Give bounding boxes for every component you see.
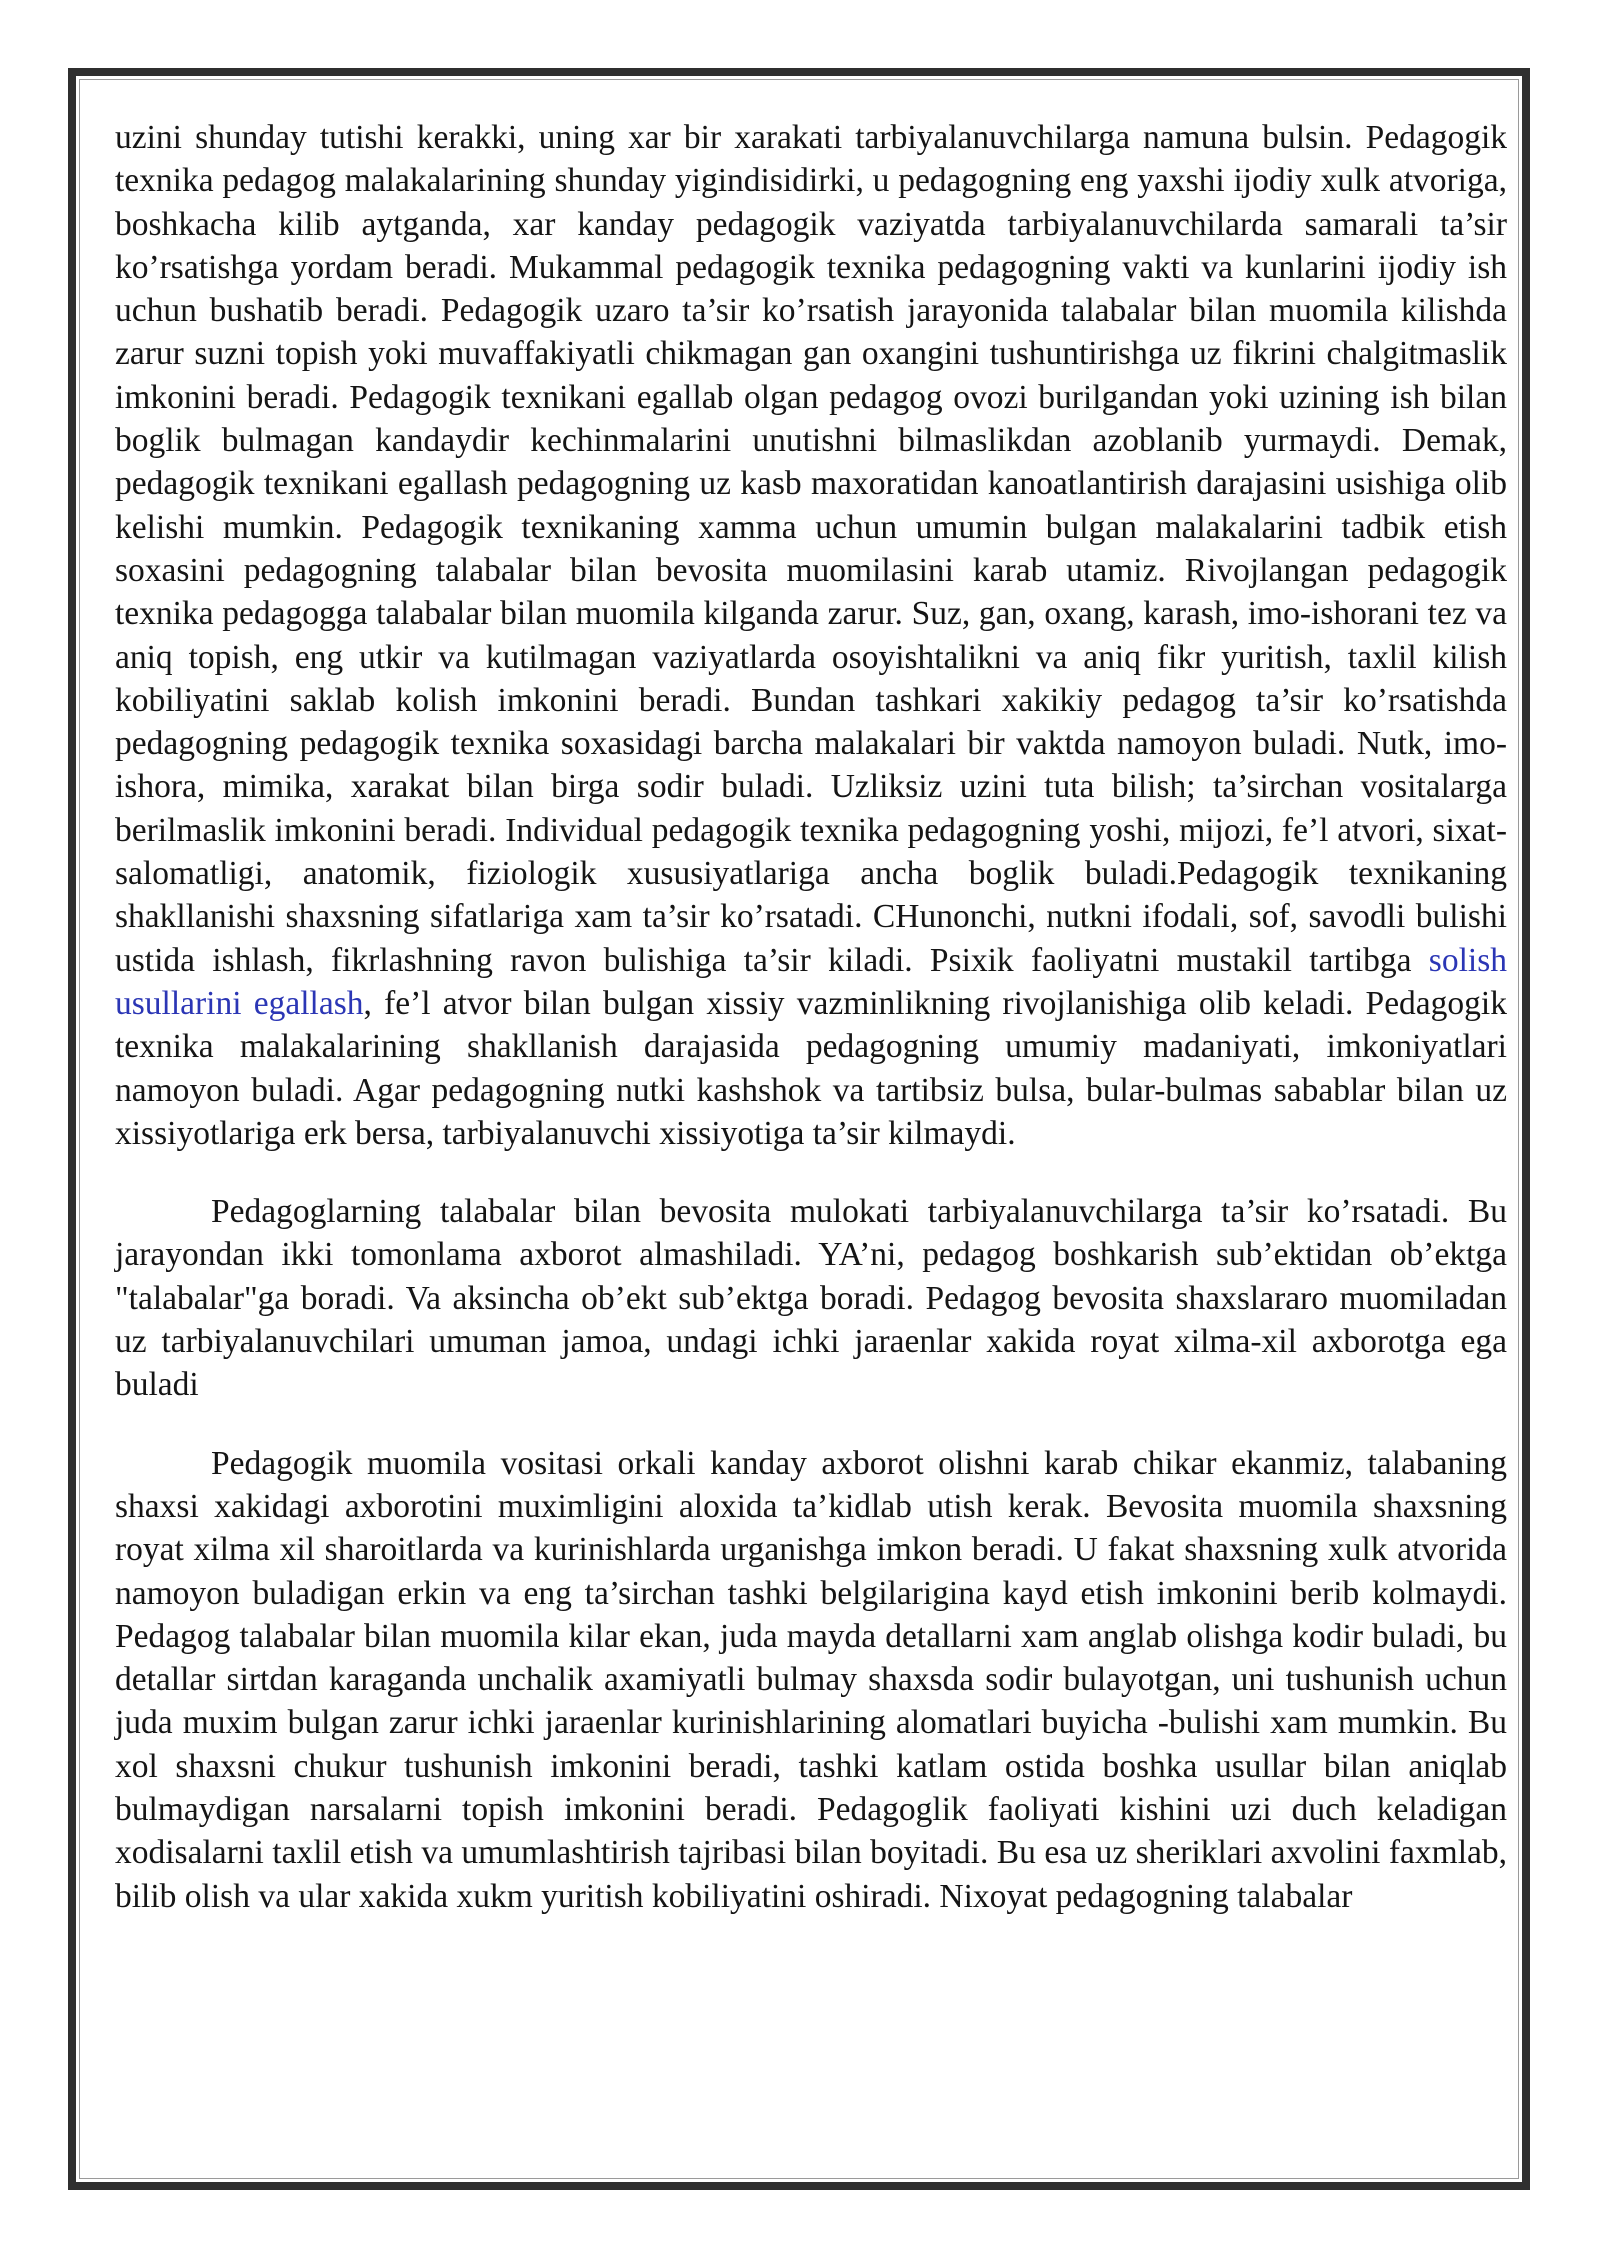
paragraph-1-text-before-link: uzini shunday tutishi kerakki, uning xar bir xarakati tarbiyalanuvchilarga namuna bulsin. Pedagogik texnika pedagog malakalarining shunday yigindisidirki, u pedagogning eng yaxshi ijodiy xulk atvoriga, boshkacha kilib aytganda, xar kanday pedagogik vaziyatda tarbiyalanuvchilarda samarali ta’sir ko’rsatishga yordam beradi. Mukammal pedagogik texnika pedagogning vakti va kunlarini ijodiy ish uchun bushatib beradi. Pedagogik uzaro ta’sir ko’rsatish jarayonida talabalar bilan muomila kilishda zarur suzni topish yoki muvaffakiyatli chikmagan gan oxangini tushuntirishga uz fikrini chalgitmaslik imkonini beradi. Pedagogik texnikani egallab olgan pedagog ovozi burilgandan yoki uzining ish bilan boglik bulmagan kandaydir kechinmalarini unutishni bilmaslikdan azoblanib yurmaydi. Demak, pedagogik texnikani egallash pedagogning uz kasb maxoratidan kanoatlantirish darajasini usishiga olib kelishi mumkin. Pedagogik texnikaning xamma uchun umumin bulgan malakalarini tadbik etish soxasini pedagogning talabalar bilan bevosita muomilasini karab utamiz. Rivojlangan pedagogik texnika pedagogga talabalar bilan muomila kilganda zarur. Suz, gan, oxang, karash, imo-ishorani tez va aniq topish, eng utkir va kutilmagan vaziyatlarda osoyishtalikni va aniq fikr yuritish, taxlil kilish kobiliyatini saklab kolish imkonini beradi. Bundan tashkari xakikiy pedagog ta’sir ko’rsatishda pedagogning pedagogik texnika soxasidagi barcha malakalari bir vaktda namoyon buladi. Nutk, imo-ishora, mimika, xarakat bilan birga sodir buladi. Uzliksiz uzini tuta bilish; ta’sirchan vositalarga berilmaslik imkonini beradi. Individual pedagogik texnika pedagogning yoshi, mijozi, fe’l atvori, sixat-salomatligi, anatomik, fiziologik xususiyatlariga ancha boglik buladi.Pedagogik texnikaning shakllanishi shaxsning sifatlariga xam ta’sir ko’rsatadi. CHunonchi, nutkni ifodali, sof, savodli bulishi ustida ishlash, fikrlashning ravon bulishiga ta’sir kiladi. Psixik faoliyatni mustakil tartibga [115,119,1507,979]
paragraph-1-text-after-link: , fe’l atvor bilan bulgan xissiy vazminlikning rivojlanishiga olib keladi. Pedagogik texnika malakalarining shakllanish darajasida pedagogning umumiy madaniyati, imkoniyatlari namoyon buladi. Agar pedagogning nutki kashshok va tartibsiz bulsa, bular-bulmas sabablar bilan uz xissiyotlariga erk bersa, tarbiyalanuvchi xissiyotiga ta’sir kilmaydi. [115,984,1507,1152]
paragraph-3: Pedagogik muomila vositasi orkali kanday axborot olishni karab chikar ekanmiz, talabaning shaxsi xakidagi axborotini muximligini aloxida ta’kidlab utish kerak. Bevosita muomila shaxsning royat xilma xil sharoitlarda va kurinishlarda urganishga imkon beradi. U fakat shaxsning xulk atvorida namoyon buladigan erkin va eng ta’sirchan tashki belgilarigina kayd etish imkonini berib kolmaydi. Pedagog talabalar bilan muomila kilar ekan, juda mayda detallarni xam anglab olishga kodir buladi, bu detallar sirtdan karaganda unchalik axamiyatli bulmay shaxsda sodir bulayotgan, uni tushunish uchun juda muxim bulgan zarur ichki jaraenlar kurinishlarining alomatlari buyicha -bulishi xam mumkin. Bu xol shaxsni chukur tushunish imkonini beradi, tashki katlam ostida boshka usullar bilan aniqlab bulmaydigan narsalarni topish imkonini beradi. Pedagoglik faoliyati kishini uzi duch keladigan xodisalarni taxlil etish va umumlashtirish tajribasi bilan boyitadi. Bu esa uz sheriklari axvolini faxmlab, bilib olish va ular xakida xukm yuritish kobiliyatini oshiradi. Nixoyat pedagogning talabalar [115,1444,1507,1915]
paragraph-1 [115,116,1507,1155]
inline-link[interactable]: solish usullarini egallash [115,941,1507,1022]
document-body [115,116,1507,1918]
paragraph-2: Pedagoglarning talabalar bilan bevosita mulokati tarbiyalanuvchilarga ta’sir ko’rsatadi. Bu jarayondan ikki tomonlama axborot almashiladi. YA’ni, pedagog boshkarish sub’ektidan ob’ektga "talabalar"ga boradi. Va aksincha ob’ekt sub’ektga boradi. Pedagog bevosita shaxslararo muomiladan uz tarbiyalanuvchilari umuman jamoa, undagi ichki jaraenlar xakida royat xilma-xil axborotga ega buladi [115,1193,1507,1404]
